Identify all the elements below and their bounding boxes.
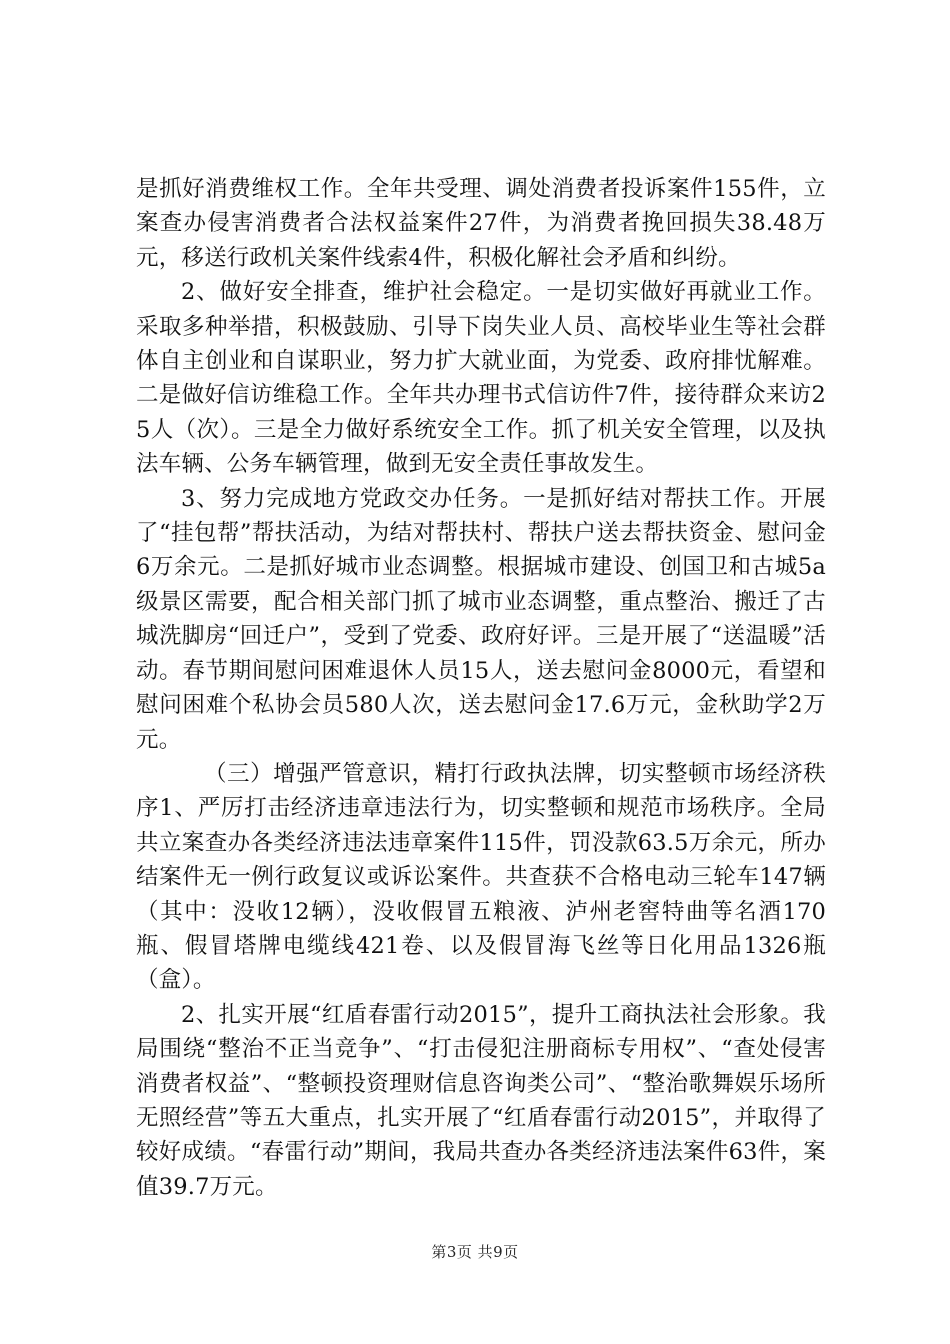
paragraph-spring-thunder: 2、扎实开展“红盾春雷行动2015”，提升工商执法社会形象。我局围绕“整治不正当竞争”、“打击侵犯注册商标专用权”、“查处侵害消费者权益”、“整顿投资理财信息咨询类公司”、“整治歌舞娱乐场所无照经营”等五大重点，扎实开展了“红盾春雷行动2015”，并取得了较好成绩。“春雷行动”期间，我局共查办各类经济违法案件63件，案值39.7万元。 bbox=[136, 1001, 826, 1200]
paragraph-safety-stability: 2、做好安全排查，维护社会稳定。一是切实做好再就业工作。采取多种举措，积极鼓励、引导下岗失业人员、高校毕业生等社会群体自主创业和自谋职业，努力扩大就业面，为党委、政府排忧解难。二是做好信访维稳工作。全年共办理书式信访件7件，接待群众来访25人（次）。三是全力做好系统安全工作。抓了机关安全管理，以及执法车辆、公务车辆管理，做到无安全责任事故发生。 bbox=[136, 279, 826, 478]
paragraph-law-enforcement: （三）增强严管意识，精打行政执法牌，切实整顿市场经济秩序1、严厉打击经济违章违法行为，切实整顿和规范市场秩序。全局共立案查办各类经济违法违章案件115件，罚没款63.5万余元，所办结案件无一例行政复议或诉讼案件。共查获不合格电动三轮车147辆（其中：没收12辆），没收假冒五粮液、泸州老窖特曲等名酒170瓶、假冒塔牌电缆线421卷、以及假冒海飞丝等日化用品1326瓶（盒）。 bbox=[136, 760, 826, 994]
page-number-footer: 第3页 共9页 bbox=[431, 1243, 519, 1261]
document-body bbox=[136, 172, 826, 1204]
paragraph-consumer-rights: 是抓好消费维权工作。全年共受理、调处消费者投诉案件155件，立案查办侵害消费者合法权益案件27件，为消费者挽回损失38.48万元，移送行政机关案件线索4件，积极化解社会矛盾和纠纷。 bbox=[136, 176, 826, 271]
paragraph-local-tasks: 3、努力完成地方党政交办任务。一是抓好结对帮扶工作。开展了“挂包帮”帮扶活动，为结对帮扶村、帮扶户送去帮扶资金、慰问金6万余元。二是抓好城市业态调整。根据城市建设、创国卫和古城5a级景区需要，配合相关部门抓了城市业态调整，重点整治、搬迁了古城洗脚房“回迁户”，受到了党委、政府好评。三是开展了“送温暖”活动。春节期间慰问困难退休人员15人，送去慰问金8000元，看望和慰问困难个私协会员580人次，送去慰问金17.6万元，金秋助学2万元。 bbox=[136, 485, 826, 753]
